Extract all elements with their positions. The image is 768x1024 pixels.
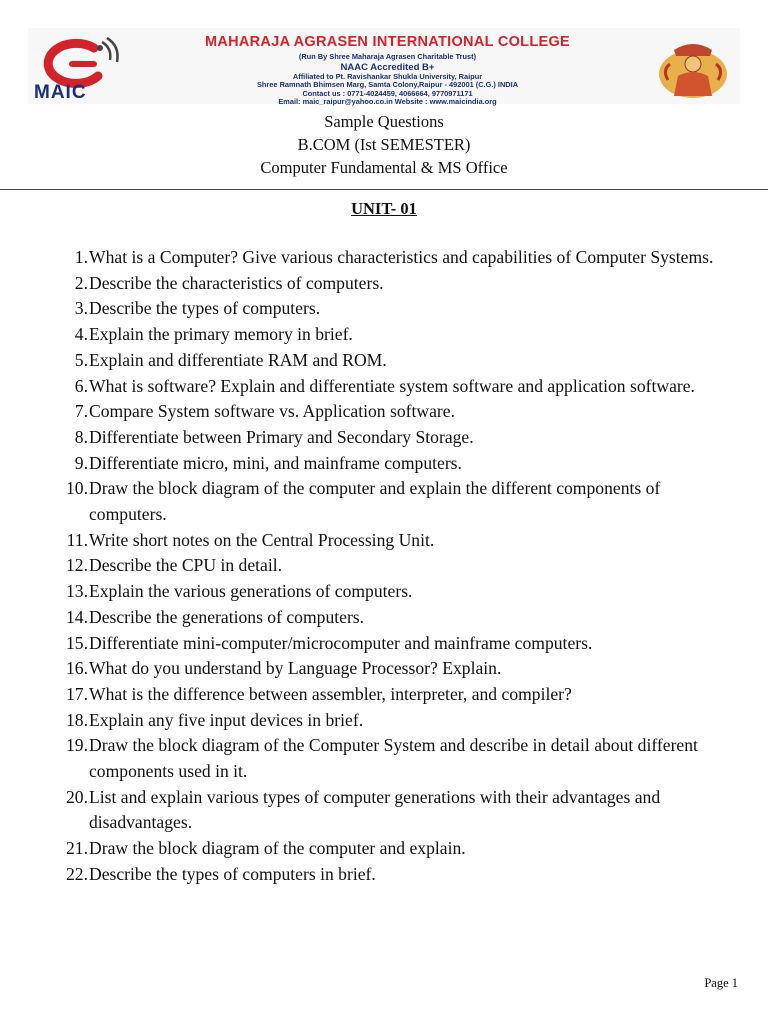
- question-text: Write short notes on the Central Processing Unit.: [89, 529, 435, 550]
- naac-line: NAAC Accredited B+: [340, 61, 435, 73]
- logo-wordmark: MAIC: [34, 82, 87, 103]
- question-item: [54, 862, 714, 888]
- question-text: Describe the generations of computers.: [89, 606, 365, 627]
- question-text: Differentiate micro, mini, and mainframe computers.: [89, 452, 462, 473]
- question-item: [54, 245, 714, 271]
- question-text: Differentiate between Primary and Secondary Storage.: [89, 426, 474, 447]
- question-text: Describe the CPU in detail.: [89, 555, 282, 576]
- page-number: Page 1: [704, 976, 738, 990]
- question-text: Describe the types of computers in brief.: [89, 863, 376, 884]
- question-item: [54, 296, 714, 322]
- question-number: 8.: [74, 426, 88, 447]
- question-item: [54, 528, 714, 554]
- question-text: Explain the primary memory in brief.: [89, 324, 353, 345]
- question-number: 17.: [66, 683, 88, 704]
- question-text: What is a Computer? Give various characteristics and capabilities of Computer Systems.: [89, 247, 714, 267]
- question-item: [54, 425, 714, 451]
- question-text: What is the difference between assembler, interpreter, and compiler?: [89, 683, 572, 704]
- college-info: [140, 53, 635, 107]
- question-item: [54, 656, 714, 682]
- question-item: [54, 605, 714, 631]
- question-text: Draw the block diagram of the computer and explain.: [89, 838, 466, 859]
- question-text: Explain and differentiate RAM and ROM.: [89, 349, 387, 370]
- question-item: [54, 631, 714, 657]
- question-number: 20.: [66, 786, 88, 807]
- question-item: [54, 399, 714, 425]
- question-item: [54, 451, 714, 477]
- question-item: [54, 476, 714, 527]
- trust-line: (Run By Shree Maharaja Agrasen Charitable Trust): [298, 52, 477, 61]
- question-item: [54, 579, 714, 605]
- unit-heading: [0, 199, 768, 219]
- question-text: Compare System software vs. Application software.: [89, 401, 455, 422]
- doc-title: Sample Questions: [324, 112, 444, 131]
- subject-title: Computer Fundamental & MS Office: [260, 158, 508, 177]
- question-number: 21.: [66, 838, 88, 859]
- question-number: 9.: [74, 452, 88, 473]
- question-item: [54, 271, 714, 297]
- question-text: Draw the block diagram of the computer and explain the different components of computers.: [89, 478, 661, 525]
- question-list: [54, 245, 714, 888]
- question-text: Describe the characteristics of computers.: [89, 272, 384, 293]
- question-item: [54, 553, 714, 579]
- question-text: What do you understand by Language Processor? Explain.: [89, 658, 502, 679]
- question-number: 22.: [66, 863, 88, 884]
- question-item: [54, 374, 714, 400]
- question-number: 5.: [74, 349, 88, 370]
- affiliation-line: Affiliated to Pt. Ravishankar Shukla University, Raipur: [292, 71, 483, 81]
- question-number: 16.: [66, 658, 88, 679]
- question-text: Explain any five input devices in brief.: [89, 709, 364, 730]
- question-number: 18.: [66, 709, 88, 730]
- question-number: 12.: [66, 555, 88, 576]
- question-number: 19.: [66, 735, 88, 756]
- question-number: 6.: [74, 375, 88, 396]
- question-number: 13.: [66, 581, 88, 602]
- question-item: [54, 682, 714, 708]
- question-number: 15.: [66, 632, 88, 653]
- question-item: [54, 348, 714, 374]
- question-text: Draw the block diagram of the Computer System and describe in detail about different components used in it.: [89, 735, 698, 782]
- question-text: What is software? Explain and differentiate system software and application software.: [89, 375, 695, 396]
- document-titles: [0, 110, 768, 179]
- college-name: MAHARAJA AGRASEN INTERNATIONAL COLLEGE: [204, 34, 571, 50]
- question-item: [54, 785, 714, 836]
- question-number: 3.: [74, 298, 88, 319]
- question-text: Explain the various generations of computers.: [89, 581, 413, 602]
- address-line: Shree Ramnath Bhimsen Marg, Samta Colony,Raipur - 492001 (C.G.) INDIA: [256, 80, 519, 89]
- question-item: [54, 836, 714, 862]
- question-number: 11.: [66, 529, 88, 550]
- deity-emblem: [654, 40, 732, 100]
- question-number: 10.: [66, 478, 88, 499]
- question-number: 2.: [74, 272, 88, 293]
- question-number: 7.: [74, 401, 88, 422]
- unit-heading-text: UNIT- 01: [351, 199, 417, 218]
- question-item: [54, 708, 714, 734]
- question-text: Differentiate mini-computer/microcomputer and mainframe computers.: [89, 632, 593, 653]
- question-number: 4.: [74, 324, 88, 345]
- course-title: B.COM (Ist SEMESTER): [297, 135, 471, 154]
- question-text: Describe the types of computers.: [89, 298, 321, 319]
- email-line: Email: maic_raipur@yahoo.co.in Website : www.maicindia.org: [278, 97, 497, 106]
- question-number: 14.: [66, 606, 88, 627]
- question-item: [54, 322, 714, 348]
- question-number: 1.: [74, 247, 88, 267]
- question-text: List and explain various types of computer generations with their advantages and disadvantages.: [89, 786, 661, 833]
- contact-line: Contact us : 0771-4024459, 4066664, 9770971171: [302, 88, 473, 98]
- question-item: [54, 733, 714, 784]
- header-divider: [0, 189, 768, 190]
